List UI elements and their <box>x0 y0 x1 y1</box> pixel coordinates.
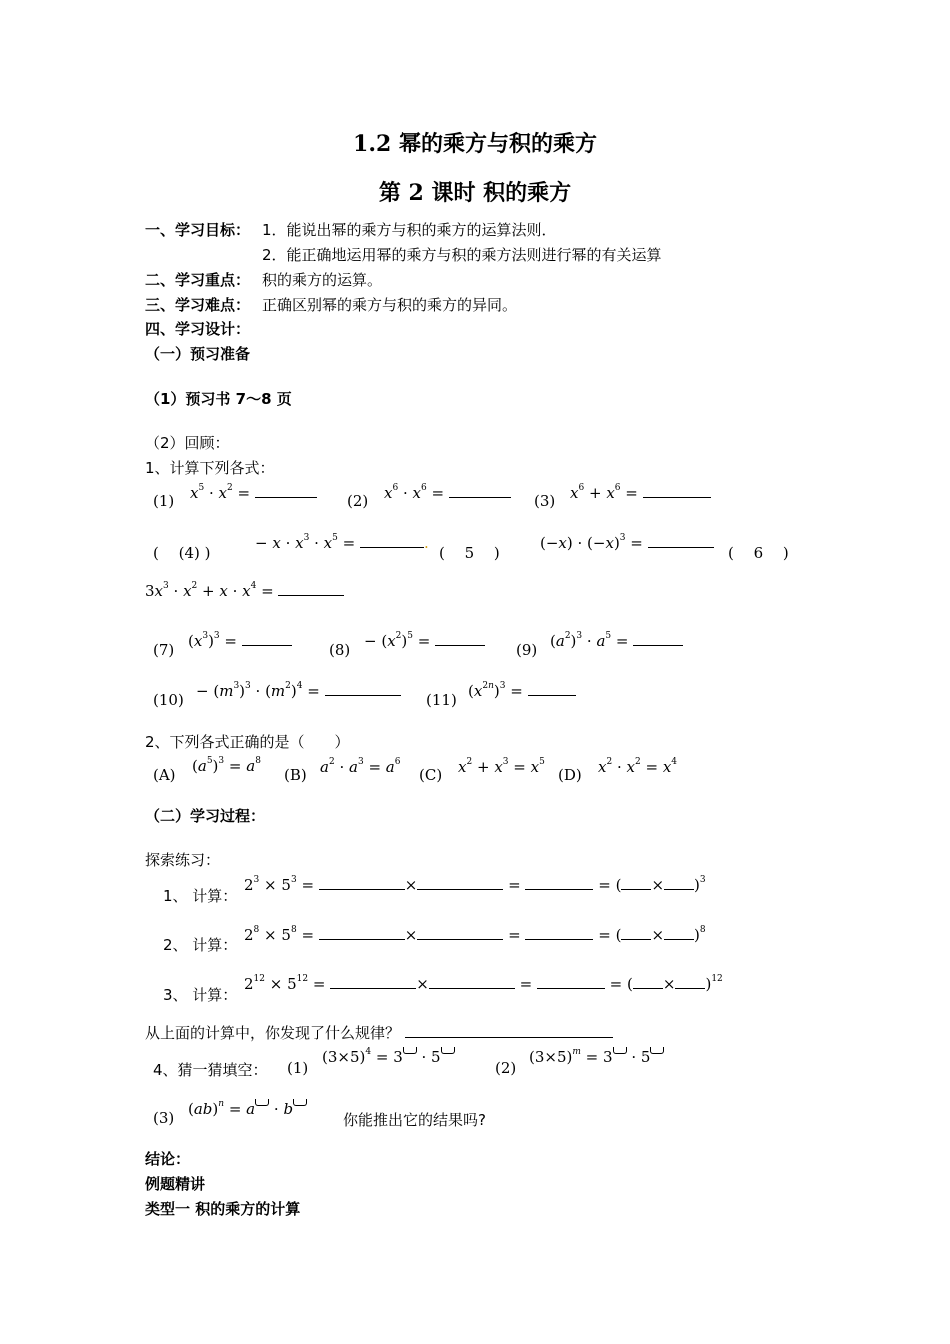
label-5: ( 5 ) <box>439 544 500 562</box>
explore-label: 探索练习： <box>145 851 221 869</box>
rule-question: 从上面的计算中，你发现了什么规律？ <box>145 1022 613 1043</box>
guess-expr-1: $(3\times 5)^4 = 3 \cdot 5$ <box>322 1047 455 1066</box>
option-c-label: (C) <box>419 766 443 784</box>
option-d-label: (D) <box>558 766 582 784</box>
expr-9: $(a^2)^3 \cdot a^5$ = <box>550 632 683 650</box>
difficulties-heading: 三、学习难点： <box>145 296 251 314</box>
option-a-expr: $(a^5)^3 = a^8$ <box>192 756 261 775</box>
option-c-expr: $x^2 + x^3 = x^5$ <box>458 757 545 776</box>
key-points-text: 积的乘方的运算。 <box>262 271 383 289</box>
option-d-expr: $x^2 \cdot x^2 = x^4$ <box>598 757 678 776</box>
conclusion-heading: 结论： <box>145 1150 191 1168</box>
calc-label-2: 2、 计算： <box>163 936 238 954</box>
option-a-label: (A) <box>153 766 176 784</box>
objective-item-2: 2．能正确地运用幂的乘方与积的乘方法则进行幂的有关运算 <box>262 246 662 264</box>
guess-label-2: (2) <box>495 1059 517 1077</box>
calc-label-3: 3、 计算： <box>163 986 238 1004</box>
label-8: (8) <box>329 641 351 659</box>
guess-label-1: (1) <box>287 1059 309 1077</box>
objectives-heading: 一、学习目标： <box>145 221 251 239</box>
label-7: (7) <box>153 641 175 659</box>
label-3: (3) <box>534 492 556 510</box>
guess-label-3: (3) <box>153 1109 175 1127</box>
expr-11: $(x^{2n})^3$ = <box>468 682 576 700</box>
examples-heading: 例题精讲 <box>145 1175 206 1193</box>
label-1: (1) <box>153 492 175 510</box>
label-2: (2) <box>347 492 369 510</box>
calc-expr-3: $2^{12} \times 5^{12}$ = × = = ( × )$^{12}$ <box>244 974 723 993</box>
expr-5: $(-x) \cdot (-x)^3$ = <box>540 534 714 552</box>
derive-question: 你能推出它的结果吗? <box>343 1111 486 1129</box>
option-b-label: (B) <box>284 766 307 784</box>
calc-label-1: 1、 计算： <box>163 887 238 905</box>
label-11: (11) <box>426 691 457 709</box>
expr-8: − $(x^2)^5$ = <box>364 632 485 650</box>
label-10: (10) <box>153 691 184 709</box>
expr-1: $x^5 \cdot x^2$ = <box>190 484 317 502</box>
question-1-prompt: 1、计算下列各式： <box>145 459 275 477</box>
label-4: ( (4) ) <box>153 544 211 562</box>
page-title: 1.2 幂的乘方与积的乘方 <box>353 131 597 157</box>
expr-7: $(x^3)^3$ = <box>188 632 292 650</box>
preview-heading: （一）预习准备 <box>145 345 251 363</box>
expr-4: − $x \cdot x^3 \cdot x^5$ = . <box>255 533 429 552</box>
guess-expr-2: $(3\times 5)^m = 3 \cdot 5$ <box>529 1047 664 1066</box>
preview-step-1: （1）预习书 7～8 页 <box>145 390 292 408</box>
option-b-expr: $a^2 \cdot a^3 = a^6$ <box>320 757 401 776</box>
difficulties-text: 正确区别幂的乘方与积的乘方的异同。 <box>262 296 518 314</box>
expr-2: $x^6 \cdot x^6$ = <box>384 484 511 502</box>
label-6: ( 6 ) <box>728 544 789 562</box>
process-heading: （二）学习过程： <box>145 807 266 825</box>
guess-expr-3: (ab)$^n$ = a · b <box>188 1099 307 1118</box>
preview-step-2: （2）回顾： <box>145 434 230 452</box>
question-2-prompt: 2、下列各式正确的是（ ） <box>145 733 350 751</box>
expr-3: $x^6 + x^6$ = <box>570 484 711 502</box>
page-subtitle: 第 2 课时 积的乘方 <box>378 180 572 206</box>
type1-heading: 类型一 积的乘方的计算 <box>145 1200 301 1218</box>
label-9: (9) <box>516 641 538 659</box>
calc-expr-2: $2^8 \times 5^8$ = × = = ( × )$^8$ <box>244 925 706 944</box>
design-heading: 四、学习设计： <box>145 320 251 338</box>
expr-6: $3x^3 \cdot x^2 + x \cdot x^4$ = <box>145 582 344 600</box>
objective-item-1: 1．能说出幂的乘方与积的乘方的运算法则． <box>262 221 557 239</box>
expr-10: − $(m^3)^3 \cdot (m^2)^4$ = <box>196 682 401 700</box>
guess-label: 4、猜一猜填空： <box>153 1061 268 1079</box>
key-points-heading: 二、学习重点： <box>145 271 251 289</box>
calc-expr-1: $2^3 \times 5^3$ = × = = ( × )$^3$ <box>244 875 706 894</box>
